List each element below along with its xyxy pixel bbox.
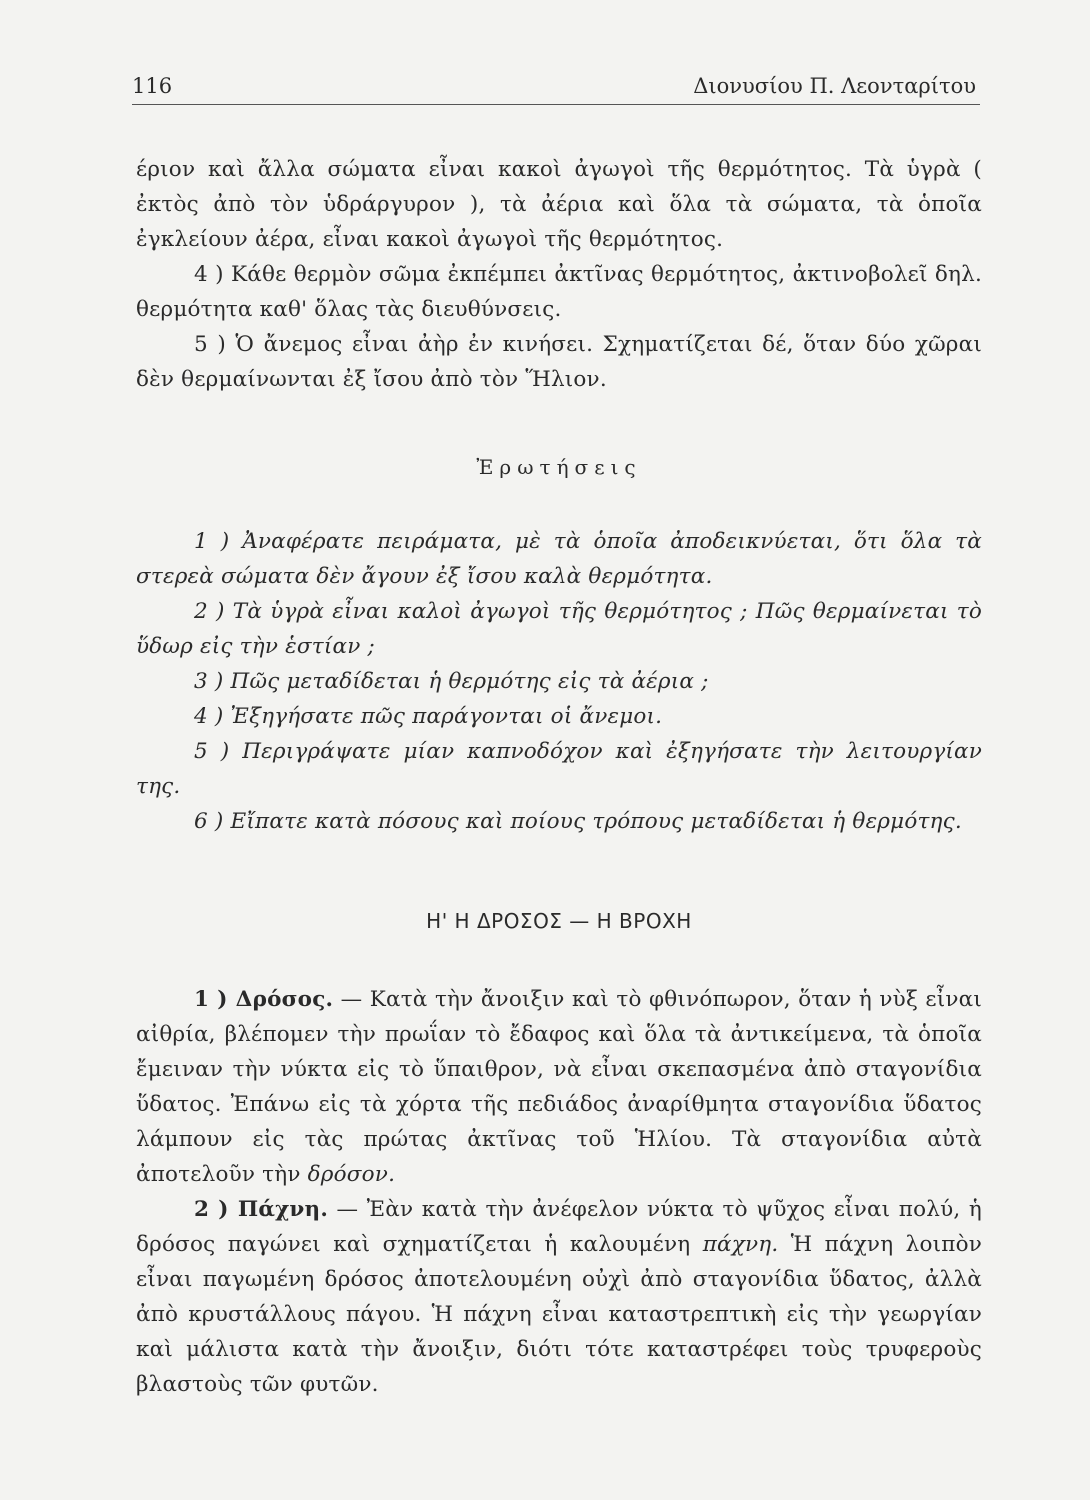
question-item: 6 ) Εἴπατε κατὰ πόσους καὶ ποίους τρόπους μεταδίδεται ἡ θερμότης. [194,809,962,834]
dew-term: δρόσον. [307,1162,396,1187]
running-title: Διονυσίου Π. Λεονταρίτου [693,74,976,98]
question-item: 4 ) Ἐξηγήσατε πῶς παράγονται οἱ ἄνεμοι. [194,704,663,729]
frost-term: πάχνη. [702,1232,779,1257]
dew-frost-section [136,982,982,1402]
questions-list [136,524,982,839]
frost-paragraph [136,1192,982,1402]
dew-text: — Κατὰ τὴν ἄνοιξιν καὶ τὸ φθινόπωρον, ὅταν ἡ νὺξ εἶναι αἰθρία, βλέπομεν τὴν πρωΐαν τὸ ἔδαφος καὶ ὅλα τὰ ἀντικείμενα, τὰ ὁποῖα ἔμειναν τὴν νύκτα εἰς τὸ ὕπαιθρον, νὰ εἶναι σκεπασμένα ἀπὸ σταγονίδια ὕδατος. Ἐπάνω εἰς τὰ χόρτα τῆς πεδιάδος ἀναρίθμητα σταγονίδια ὕδατος λάμπουν εἰς τὰς πρώτας ἀκτῖνας τοῦ Ἡλίου. Τὰ σταγονίδια αὐτὰ ἀποτελοῦν τὴν [136,987,982,1187]
questions-title: Ἐρωτήσεις [476,455,642,479]
intro-paragraph-3: 5 ) Ὁ ἄνεμος εἶναι ἀὴρ ἐν κινήσει. Σχηματίζεται δέ, ὅταν δύο χῶραι δὲν θερμαίνωνται ἐξ ἴσου ἀπὸ τὸν Ἥλιον. [136,332,982,392]
dew-paragraph [136,982,982,1192]
frost-text: — Ἐὰν κατὰ τὴν ἀνέφελον νύκτα τὸ ψῦχος εἶναι πολύ, ἡ δρόσος παγώνει καὶ σχηματίζεται ἡ καλουμένη [136,1197,982,1257]
page-number: 116 [132,74,173,98]
intro-section [136,152,982,397]
intro-paragraph-1: έριον καὶ ἄλλα σώματα εἶναι κακοὶ ἀγωγοὶ τῆς θερμότητος. Τὰ ὑγρὰ ( ἐκτὸς ἀπὸ τὸν ὑδράργυρον ), τὰ ἀέρια καὶ ὅλα τὰ σώματα, τὰ ὁποῖα ἐγκλείουν ἀέρα, εἶναι κακοὶ ἀγωγοὶ τῆς θερμότητος. [136,157,982,252]
intro-paragraph-2: 4 ) Κάθε θερμὸν σῶμα ἐκπέμπει ἀκτῖνας θερμότητος, ἀκτινοβολεῖ δηλ. θερμότητα καθ' ὅλας τὰς διευθύνσεις. [136,262,982,322]
question-item: 2 ) Τὰ ὑγρὰ εἶναι καλοὶ ἀγωγοὶ τῆς θερμότητος ; Πῶς θερμαίνεται τὸ ὕδωρ εἰς τὴν ἑστίαν ; [136,599,982,659]
frost-heading: 2 ) Πάχνη. [194,1197,329,1222]
question-item: 3 ) Πῶς μεταδίδεται ἡ θερμότης εἰς τὰ ἀέρια ; [194,669,709,694]
page-header [132,70,980,105]
frost-text-continued: Ἡ πάχνη λοιπὸν εἶναι παγωμένη δρόσος ἀποτελουμένη οὐχὶ ἀπὸ σταγονίδια ὕδατος, ἀλλὰ ἀπὸ κρυστάλλους πάγου. Ἡ πάχνη εἶναι καταστρεπτικὴ εἰς τὴν γεωργίαν καὶ μάλιστα κατὰ τὴν ἄνοιξιν, διότι τότε καταστρέφει τοὺς τρυφεροὺς βλαστοὺς τῶν φυτῶν. [136,1232,982,1397]
dew-heading: 1 ) Δρόσος. [194,987,334,1012]
question-item: 5 ) Περιγράψατε μίαν καπνοδόχον καὶ ἐξηγήσατε τὴν λειτουργίαν της. [136,739,982,799]
question-item: 1 ) Ἀναφέρατε πειράματα, μὲ τὰ ὁποῖα ἀποδεικνύεται, ὅτι ὅλα τὰ στερεὰ σώματα δὲν ἄγουν ἐξ ἴσου καλὰ θερμότητα. [136,529,982,589]
section-title: Η' Η ΔΡΟΣΟΣ — Η ΒΡΟΧΗ [426,909,692,933]
